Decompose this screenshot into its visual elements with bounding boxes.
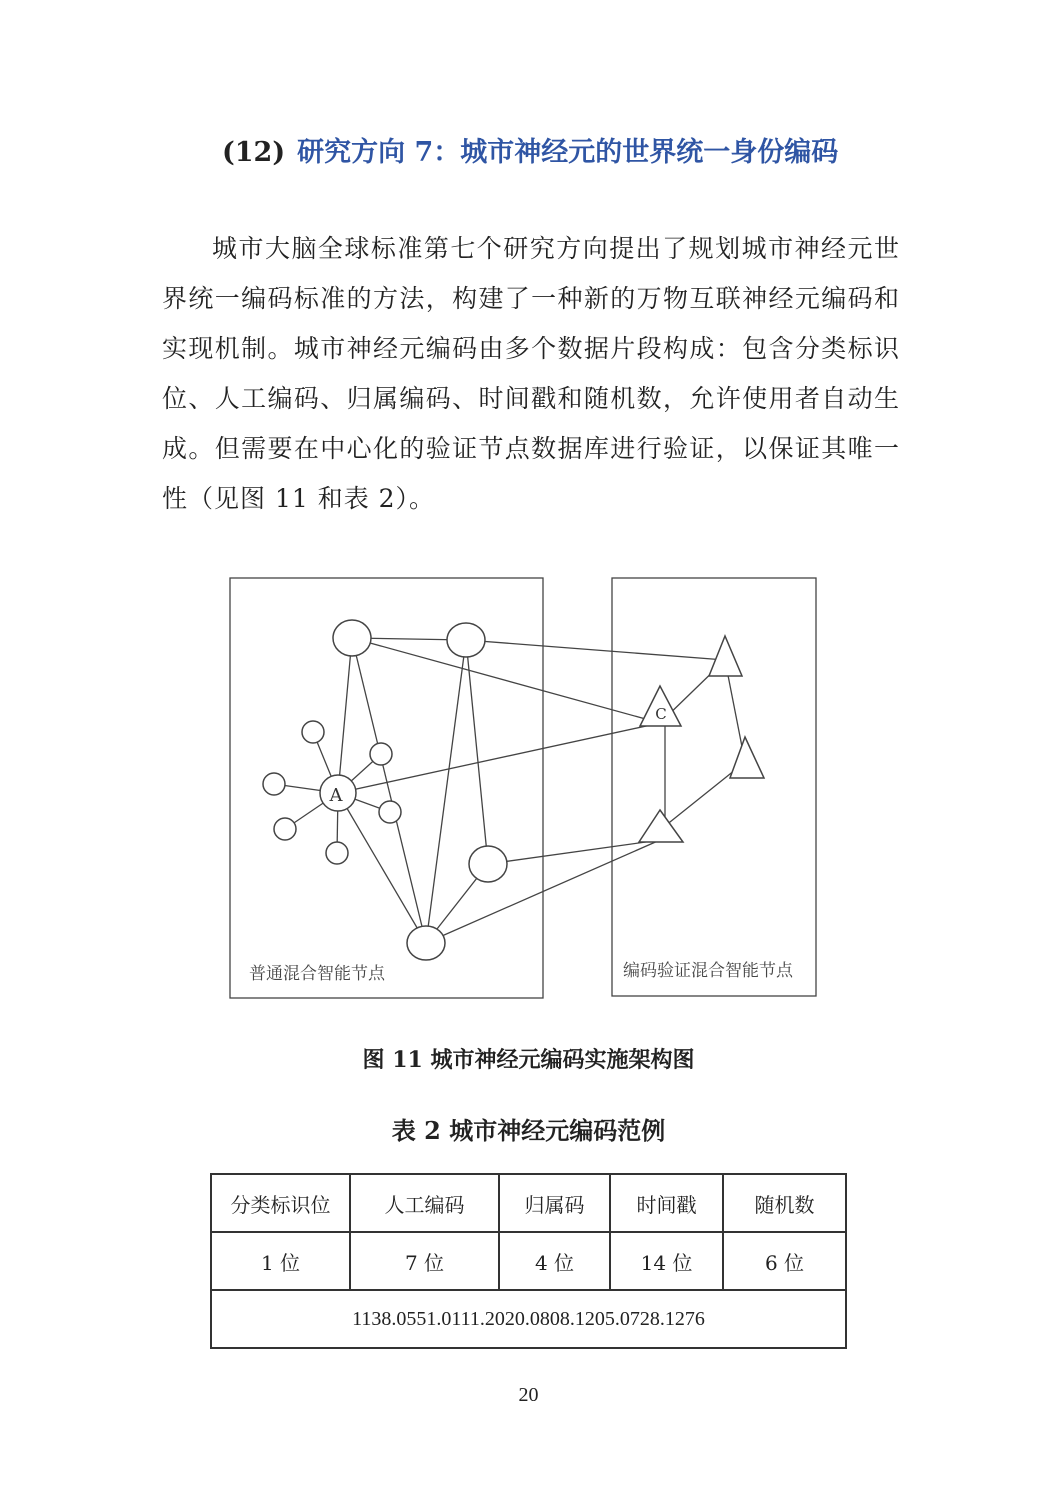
header-cell: 随机数 bbox=[723, 1174, 846, 1232]
node-c-label: C bbox=[655, 705, 667, 723]
right-region-label: 编码验证混合智能节点 bbox=[623, 961, 793, 981]
header-cell: 人工编码 bbox=[350, 1174, 499, 1232]
satellite-node bbox=[326, 842, 348, 864]
length-cell: 7 位 bbox=[350, 1232, 499, 1290]
length-cell: 14 位 bbox=[610, 1232, 723, 1290]
body-paragraph: 城市大脑全球标准第七个研究方向提出了规划城市神经元世界统一编码标准的方法，构建了一种新的万物互联神经元编码和实现机制。城市神经元编码由多个数据片段构成：包含分类标识位、人工编码、归属编码、时间戳和随机数，允许使用者自动生成。但需要在中心化的验证节点数据库进行验证，以保证其唯一性（见图 11 和表 2）。 bbox=[162, 234, 900, 513]
length-cell: 6 位 bbox=[723, 1232, 846, 1290]
hybrid-node bbox=[469, 846, 507, 882]
length-cell: 1 位 bbox=[211, 1232, 350, 1290]
verification-node bbox=[639, 810, 683, 842]
table-caption: 表 2 城市神经元编码范例 bbox=[391, 1116, 666, 1145]
verification-node bbox=[709, 636, 742, 676]
satellite-node bbox=[263, 773, 285, 795]
satellite-node bbox=[302, 721, 324, 743]
hybrid-node bbox=[407, 926, 445, 960]
figure-caption: 图 11 城市神经元编码实施架构图 bbox=[362, 1047, 695, 1073]
header-cell: 时间戳 bbox=[610, 1174, 723, 1232]
section-title: 研究方向 7：城市神经元的世界统一身份编码 bbox=[297, 137, 839, 168]
satellite-node bbox=[370, 743, 392, 765]
header-cell: 分类标识位 bbox=[211, 1174, 350, 1232]
header-cell: 归属码 bbox=[499, 1174, 610, 1232]
node-a-label: A bbox=[329, 785, 343, 806]
satellite-node bbox=[274, 818, 296, 840]
table-header-row bbox=[211, 1174, 846, 1232]
code-example-table bbox=[210, 1173, 847, 1349]
section-number: (12) bbox=[222, 137, 286, 168]
length-cell: 4 位 bbox=[499, 1232, 610, 1290]
table-row bbox=[211, 1290, 846, 1348]
hybrid-node bbox=[447, 623, 485, 657]
hybrid-node bbox=[333, 620, 371, 656]
satellite-node bbox=[379, 801, 401, 823]
example-code-cell: 1138.0551.0111.2020.0808.1205.0728.1276 bbox=[211, 1290, 846, 1348]
left-region-label: 普通混合智能节点 bbox=[249, 964, 385, 984]
page-number: 20 bbox=[518, 1384, 539, 1406]
verification-node bbox=[730, 737, 764, 778]
table-row bbox=[211, 1232, 846, 1290]
